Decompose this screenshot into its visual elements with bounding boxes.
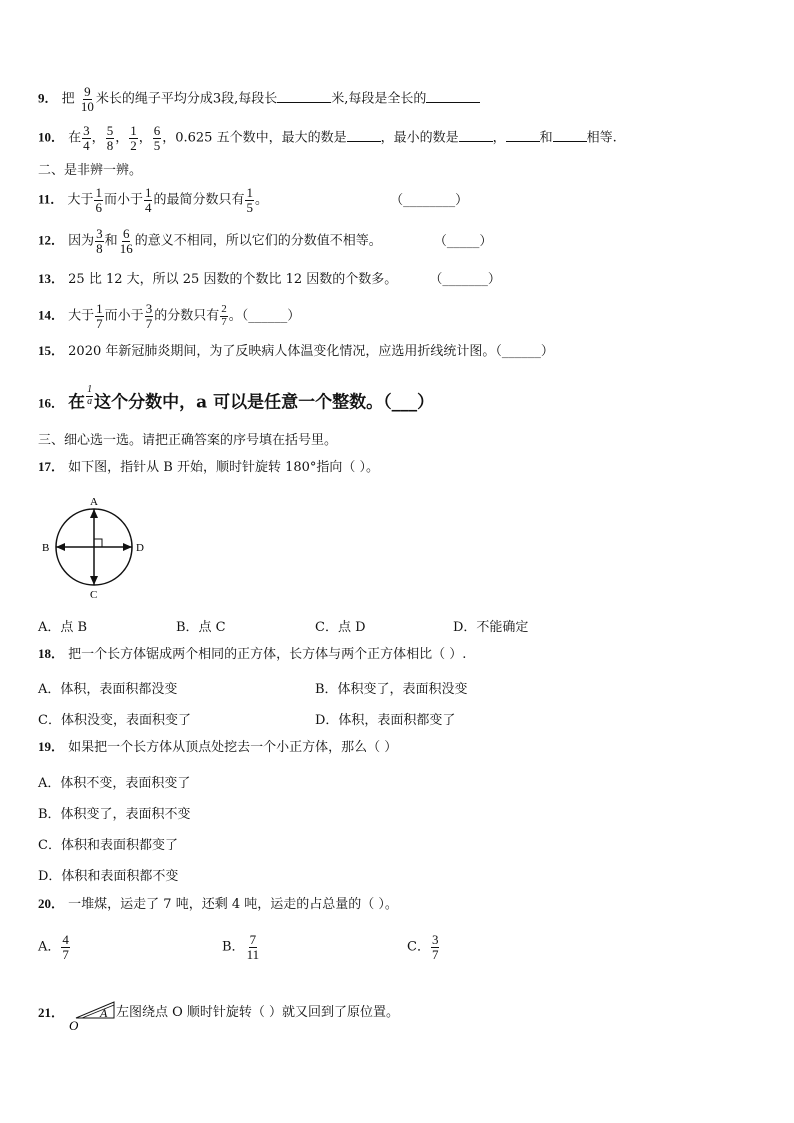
question-text: 。 — [254, 192, 268, 208]
option-a[interactable]: A．体积不变，表面积变了 — [38, 776, 191, 791]
question-text: 米,每段是全长的 — [331, 91, 427, 107]
question-text: 的分数只有 — [154, 308, 220, 324]
question-21 — [38, 1006, 64, 1020]
fraction: $\frac{1}{7}$ — [96, 301, 103, 331]
fraction: $\frac{2}{7}$ — [221, 303, 227, 328]
answer-blank[interactable] — [553, 129, 587, 142]
question-number: 16． — [38, 395, 65, 411]
triangle-shape — [76, 1002, 114, 1018]
fraction: $\frac{9}{10}$ — [80, 84, 94, 114]
question-13 — [38, 272, 501, 286]
question-text: 如果把一个长方体从顶点处挖去一个小正方体，那么（ ） — [68, 740, 398, 755]
question-text: 而小于 — [104, 308, 144, 324]
arrow-right-icon — [123, 543, 132, 551]
question-text: 这个分数中，a 可以是任意一个整数。（___） — [94, 392, 435, 413]
triangle-figure — [68, 998, 116, 1032]
question-number: 17． — [38, 459, 65, 474]
option-label: C． — [407, 939, 430, 955]
fraction: $\frac{1}{2}$ — [130, 123, 137, 153]
question-14 — [38, 302, 300, 330]
question-20 — [38, 897, 398, 911]
question-number: 13． — [38, 271, 65, 286]
question-text: 而小于 — [103, 192, 143, 208]
option-a[interactable] — [38, 933, 71, 961]
question-text: 大于 — [67, 192, 94, 208]
label-a: A — [100, 1006, 108, 1020]
fraction: $\frac{3}{7}$ — [431, 932, 439, 962]
question-number: 18． — [38, 646, 65, 661]
section-heading: 二、是非辨一辨。 — [38, 163, 143, 178]
question-text: 因为 — [68, 233, 95, 249]
question-9 — [38, 85, 480, 113]
answer-blank[interactable] — [347, 129, 381, 142]
question-text: 米长的绳子平均分成3段,每段长 — [95, 91, 278, 107]
fraction: $\frac{1}{a}$ — [87, 384, 93, 407]
right-angle-mark — [94, 539, 102, 547]
question-number: 14． — [38, 307, 65, 323]
question-number: 20． — [38, 896, 65, 911]
question-text: 2020 年新冠肺炎期间，为了反映病人体温变化情况，应选用折线统计图。（______） — [68, 344, 554, 359]
triangle-inner-line — [82, 1005, 114, 1018]
question-text: 25 比 12 大，所以 25 因数的个数比 12 因数的个数多。 — [68, 272, 398, 287]
question-17 — [38, 460, 379, 474]
question-12 — [38, 227, 492, 255]
question-text: 把 — [61, 91, 75, 107]
fraction: $\frac{1}{4}$ — [144, 185, 152, 215]
question-number: 12． — [38, 232, 65, 248]
fraction: $\frac{6}{5}$ — [153, 123, 161, 153]
option-b[interactable]: B．体积变了，表面积不变 — [38, 807, 191, 822]
answer-blank[interactable] — [277, 90, 331, 103]
question-text: 大于 — [68, 308, 95, 324]
arrow-up-icon — [90, 509, 98, 518]
fraction: $\frac{3}{4}$ — [83, 123, 90, 153]
option-label: A． — [38, 939, 61, 955]
question-18 — [38, 647, 466, 661]
question-text: ，0.625 五个数中，最大的数是 — [162, 130, 347, 146]
question-number: 15． — [38, 343, 65, 358]
answer-blank[interactable] — [459, 129, 493, 142]
answer-paren[interactable]: （________） — [390, 192, 469, 208]
option-c[interactable] — [407, 933, 440, 961]
option-a[interactable]: A．点 B — [38, 620, 88, 635]
label-d: D — [136, 542, 144, 554]
option-d[interactable]: D．体积，表面积都变了 — [315, 713, 456, 728]
arrow-down-icon — [90, 576, 98, 585]
label-b: B — [42, 542, 50, 554]
label-c: C — [90, 589, 98, 601]
option-b[interactable]: B．点 C — [176, 620, 226, 635]
question-19 — [38, 740, 397, 754]
fraction: $\frac{3}{7}$ — [145, 301, 153, 331]
option-d[interactable]: D．体积和表面积都不变 — [38, 869, 179, 884]
question-text: 把一个长方体锯成两个相同的正方体，长方体与两个正方体相比（ ）. — [68, 647, 467, 662]
answer-paren[interactable]: 。（______） — [228, 308, 301, 324]
option-b[interactable]: B．体积变了，表面积没变 — [315, 682, 468, 697]
question-text: 和 — [539, 130, 553, 146]
question-21-text: 左图绕点 O 顺时针旋转（ ）就又回到了原位置。 — [116, 1005, 400, 1020]
question-number: 9． — [38, 90, 58, 106]
question-15 — [38, 344, 554, 358]
question-text: 如下图，指针从 B 开始，顺时针旋转 180°指向（ ）。 — [68, 460, 380, 475]
answer-blank[interactable] — [426, 90, 480, 103]
section-heading: 三、细心选一选。请把正确答案的序号填在括号里。 — [38, 433, 338, 448]
option-label: B． — [222, 939, 245, 955]
fraction: $\frac{3}{8}$ — [96, 226, 103, 256]
clock-dial-figure — [38, 492, 158, 604]
arrow-left-icon — [56, 543, 65, 551]
fraction: $\frac{1}{6}$ — [95, 185, 102, 215]
option-c[interactable]: C．点 D — [315, 620, 366, 635]
question-number: 19． — [38, 739, 65, 754]
question-16 — [38, 384, 435, 415]
question-text: 一堆煤，运走了 7 吨，还剩 4 吨，运走的占总量的（ ）。 — [68, 897, 398, 912]
option-d[interactable]: D．不能确定 — [453, 620, 529, 635]
question-number: 10． — [38, 129, 65, 145]
question-11 — [38, 186, 468, 214]
question-text: ， — [492, 130, 506, 146]
question-text: 和 — [104, 233, 118, 249]
question-number: 11． — [38, 191, 64, 207]
question-text: 相等. — [586, 130, 617, 146]
fraction: $\frac{7}{11}$ — [246, 932, 260, 962]
label-o: O — [69, 1018, 79, 1032]
fraction: $\frac{5}{8}$ — [106, 123, 114, 153]
answer-blank[interactable] — [506, 129, 540, 142]
question-text: 在 — [68, 392, 86, 413]
answer-paren[interactable]: （_____） — [433, 233, 493, 249]
question-text: 在 — [68, 130, 82, 146]
option-c[interactable]: C．体积和表面积都变了 — [38, 838, 178, 853]
answer-paren[interactable]: （_______） — [429, 272, 501, 287]
option-a[interactable]: A．体积，表面积都没变 — [38, 682, 178, 697]
question-10: 10． 在 $\frac{3}{4}$ ， $\frac{5}{8}$ ， $\frac{1}{2}$ ， $\frac{6}{5}$ ，0.625 五个数中，最大的数是 ，最小的数是 ， 和 相等. — [38, 123, 617, 153]
question-number: 21． — [38, 1005, 65, 1020]
question-text: 的意义不相同，所以它们的分数值不相等。 — [134, 233, 382, 249]
question-text: ，最小的数是 — [380, 130, 459, 146]
question-text: 的最简分数只有 — [153, 192, 245, 208]
label-a: A — [90, 496, 98, 508]
option-c[interactable]: C．体积没变，表面积变了 — [38, 713, 191, 728]
option-b[interactable] — [222, 933, 261, 961]
fraction: $\frac{4}{7}$ — [62, 932, 69, 962]
fraction: $\frac{1}{5}$ — [246, 185, 253, 215]
fraction: $\frac{6}{16}$ — [119, 226, 133, 256]
